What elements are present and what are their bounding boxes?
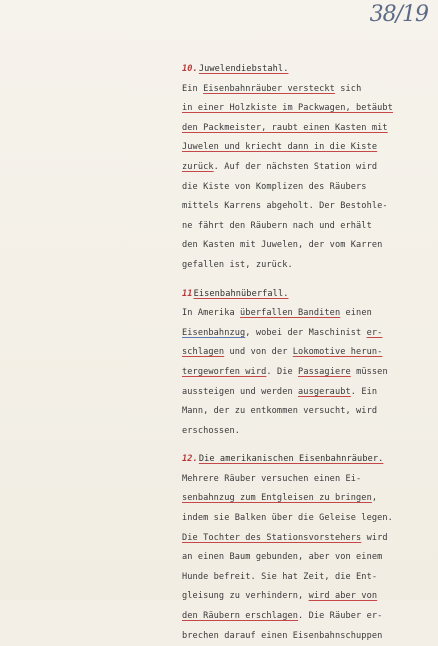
text-segment: Mehrere Räuber versuchen einen Ei- (182, 473, 362, 484)
text-line (182, 99, 407, 119)
text-segment: die Kiste von Komplizen des Räubers (182, 181, 367, 192)
text-segment: In Amerika (182, 308, 241, 319)
text-line (182, 236, 407, 256)
text-segment: müssen (350, 366, 388, 377)
text-line (182, 324, 407, 344)
text-line (182, 587, 407, 607)
text-line (182, 548, 407, 568)
text-segment: . Die (266, 366, 299, 377)
underlined-phrase: Eisenbahnzug (182, 327, 246, 338)
underlined-phrase: überfallen Banditen (240, 308, 341, 319)
text-line (182, 256, 407, 276)
text-segment: und von der (224, 347, 293, 358)
page-number: 38/19 (369, 2, 428, 27)
text-line (182, 304, 407, 324)
text-segment: wird (361, 532, 388, 543)
text-segment: einen (340, 308, 372, 319)
section-heading (182, 60, 407, 80)
text-segment: , (371, 493, 378, 504)
text-segment: Mann, der zu entkommen versucht, wird (182, 406, 378, 417)
text-segment: brechen darauf einen Eisenbahnschuppen (182, 630, 383, 641)
text-line (182, 158, 407, 178)
text-segment: ne fährt den Räubern nach und erhält (182, 220, 372, 231)
section-gap (182, 441, 407, 450)
text-segment: gleisung zu verhindern, (182, 591, 309, 602)
text-segment: mittels Karrens abgeholt. Der Bestohle- (182, 201, 388, 212)
text-line (182, 138, 407, 158)
text-line (182, 422, 407, 442)
section-heading (182, 285, 407, 305)
section-title: Eisenbahnüberfall. (193, 288, 289, 299)
section-gap (182, 276, 407, 285)
text-line (182, 80, 407, 100)
underlined-phrase: Juwelen und kriecht dann in die Kiste (182, 142, 378, 153)
text-segment: den Kasten mit Juwelen, der vom Karren (182, 240, 383, 251)
underlined-phrase: in einer Holzkiste im Packwagen, betäubt (182, 103, 393, 114)
section-number: 10. (182, 64, 198, 74)
text-segment: , wobei der Maschinist (245, 327, 367, 338)
text-segment: gefallen ist, zurück. (182, 259, 293, 270)
text-line (182, 509, 407, 529)
text-segment: . Ein (350, 386, 378, 397)
section-number: 12. (182, 454, 198, 465)
underlined-phrase: zurück (182, 161, 214, 172)
text-segment: . Die Räuber er- (298, 611, 383, 622)
text-line (182, 402, 407, 422)
section-title: Juwelendiebstahl. (198, 64, 289, 74)
underlined-phrase: senbahnzug zum Entgleisen zu bringen (182, 493, 372, 504)
text-line (182, 363, 407, 383)
underlined-phrase: Eisenbahnräuber versteckt (203, 83, 335, 94)
text-segment: Ein (182, 83, 204, 94)
text-segment: indem sie Balken über die Geleise legen. (182, 513, 393, 524)
underlined-phrase: Lokomotive herun- (292, 347, 383, 358)
text-line (182, 178, 407, 198)
text-segment: aussteigen und werden (182, 386, 299, 397)
text-segment: an einen Baum gebunden, aber von einem (182, 552, 383, 563)
text-line (182, 627, 407, 646)
text-line (182, 470, 407, 490)
text-segment: sich (334, 83, 362, 94)
section-title: Die amerikanischen Eisenbahnräuber. (198, 454, 384, 465)
text-line (182, 607, 407, 627)
document-body (182, 60, 407, 646)
underlined-phrase: den Räubern erschlagen (182, 611, 299, 622)
underlined-phrase: er- (366, 327, 383, 338)
text-segment: Hunde befreit. Sie hat Zeit, die Ent- (182, 571, 378, 582)
underlined-phrase: tergeworfen wird (182, 366, 267, 377)
text-line (182, 119, 407, 139)
text-line (182, 217, 407, 237)
underlined-phrase: wird aber von (308, 591, 378, 602)
text-line (182, 489, 407, 509)
section-heading (182, 450, 407, 470)
text-line (182, 529, 407, 549)
underlined-phrase: ausgeraubt (298, 386, 351, 397)
underlined-phrase: den Packmeister, raubt einen Kasten mit (182, 122, 388, 133)
text-segment: . Auf der nächsten Station wird (213, 161, 378, 172)
underlined-phrase: schlagen (182, 347, 225, 358)
text-line (182, 383, 407, 403)
text-line (182, 197, 407, 217)
section-number: 11 (182, 288, 193, 299)
underlined-phrase: Die Tochter des Stationsvorstehers (182, 532, 362, 543)
text-line (182, 343, 407, 363)
underlined-phrase: Passagiere (298, 366, 351, 377)
text-segment: erschossen. (182, 425, 241, 436)
text-line (182, 568, 407, 588)
